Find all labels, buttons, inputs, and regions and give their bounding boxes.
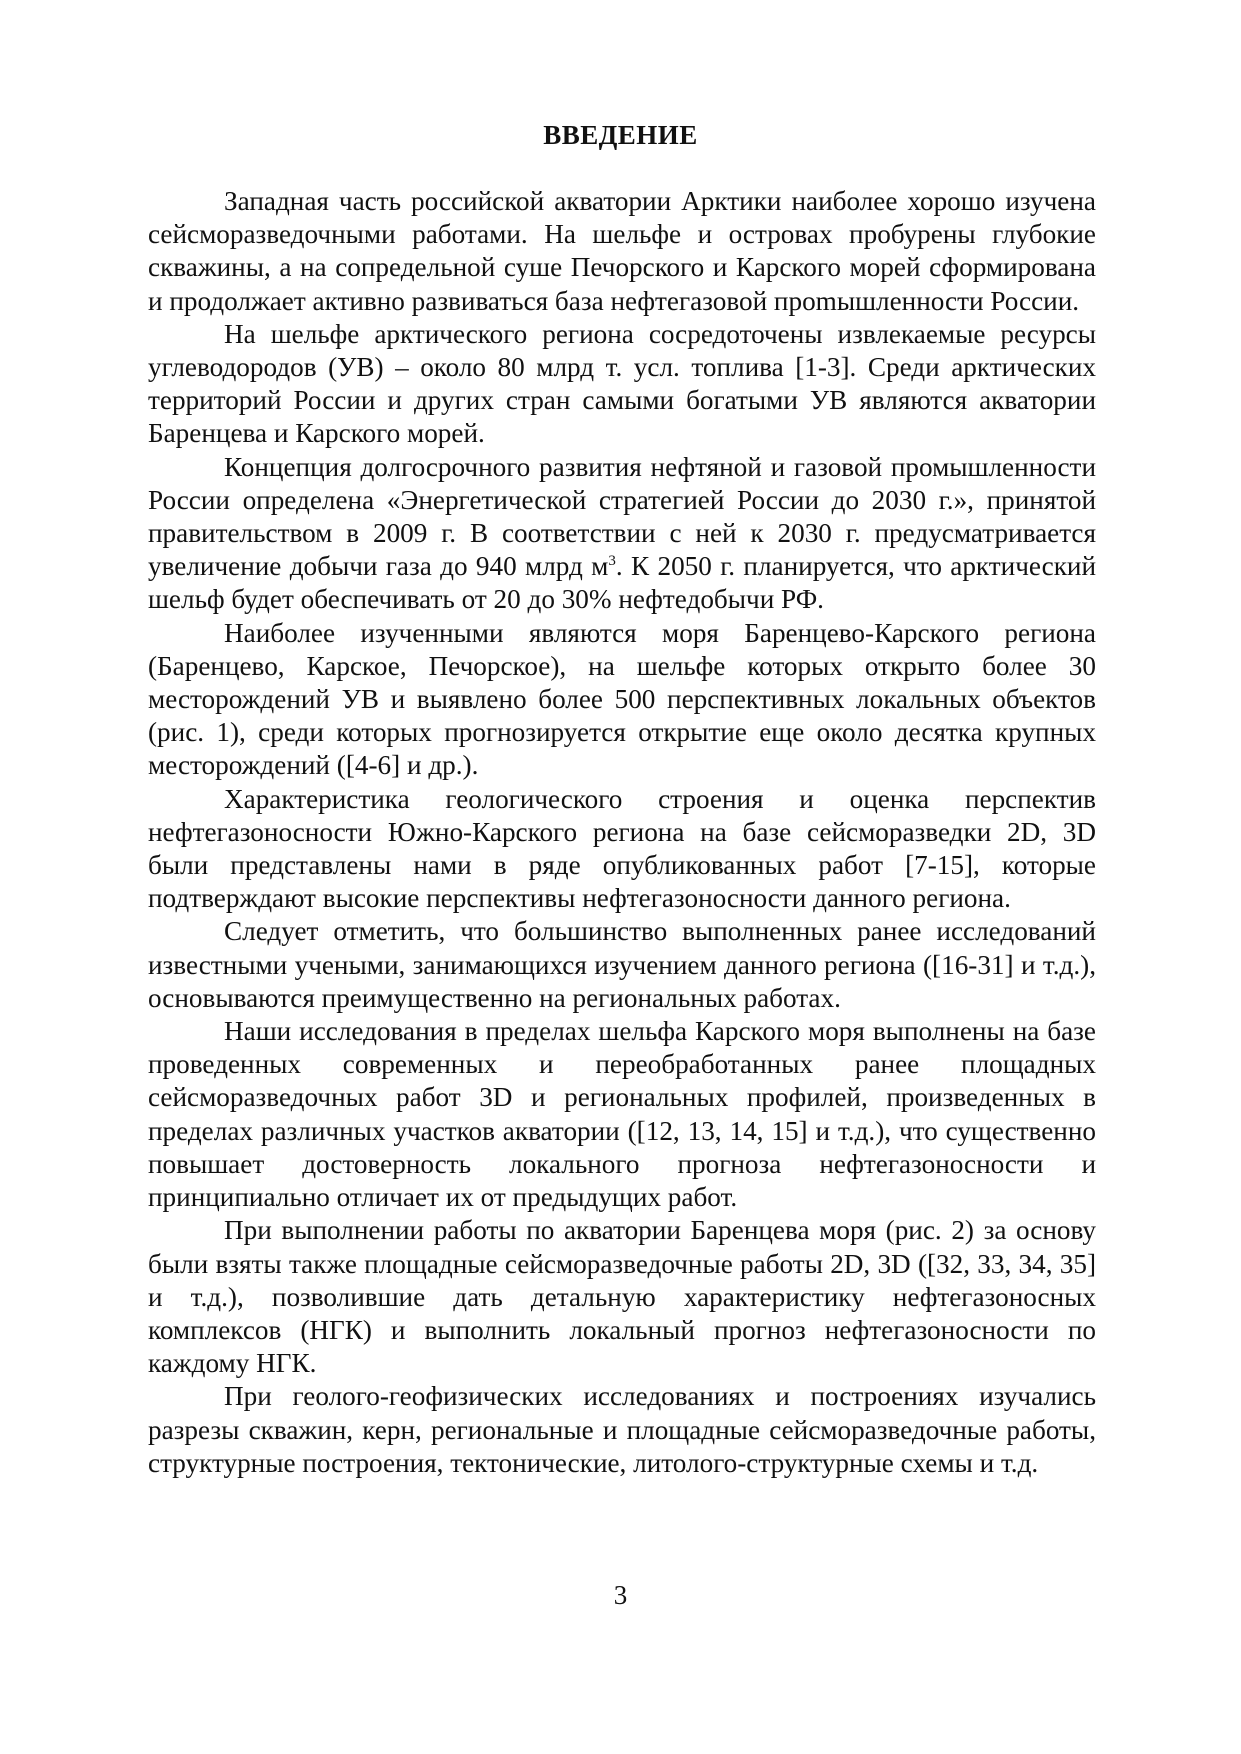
paragraph [148,1380,1096,1480]
paragraph [148,1015,1096,1214]
paragraph-text: Характеристика геологического строения и оценка перспектив нефтегазоносности Южно-Карского региона на базе сейсморазведки 2D, 3D были представлены нами в ряде опубликованных работ [7-15], которые подтверждают высокие перспективы нефтегазоносности данного региона. [148,783,1096,914]
paragraph [148,617,1096,783]
paragraph-text: На шельфе арктического региона сосредоточены извлекаемые ресурсы углеводородов (УВ) – около 80 млрд т. усл. топлива [1-3]. Среди арктических территорий России и других стран самыми богатыми УВ являются акватории Баренцева и Карского морей. [148,318,1096,449]
paragraph [148,451,1096,617]
paragraph-text: При геолого-геофизических исследованиях и построениях изучались разрезы скважин, керн, региональные и площадные сейсморазведочные работы, структурные построения, тектонические, литолого-структурные схемы и т.д. [148,1381,1096,1478]
paragraph-text: При выполнении работы по акватории Баренцева моря (рис. 2) за основу были взяты также площадные сейсморазведочные работы 2D, 3D ([32, 33, 34, 35] и т.д.), позволившие дать детальную характеристику нефтегазоносных комплексов (НГК) и выполнить локальный прогноз нефтегазоносности по каждому НГК. [148,1215,1096,1379]
paragraph-text: Концепция долгосрочного развития нефтяной и газовой промышленности России определена «Энергетической стратегией России до 2030 г.», принятой правительством в 2009 г. В соответствии с ней к 2030 г. предусматривается увеличение добычи газа до 940 млрд м [148,451,1096,582]
paragraph-text: Западная часть российской акватории Арктики наиболее хорошо изучена сейсморазведочными работами. На шельфе и островах пробурены глубокие скважины, а на сопредельной суше Печорского и Карского морей сформирована и продолжает активно развиваться база нефтегазовой проmышленности России. [148,186,1096,316]
paragraph [148,915,1096,1015]
paragraph [148,185,1096,318]
page-number: 3 [613,1580,628,1610]
section-title: ВВЕДЕНИЕ [543,120,698,150]
paragraph-text-continued: . К 2050 г. планируется, что арктический шельф будет обеспечивать от 20 до 30% нефтедобычи РФ. [148,551,1096,615]
paragraph [148,318,1096,451]
paragraph-text: Наши исследования в пределах шельфа Карского моря выполнены на базе проведенных современных и переобработанных ранее площадных сейсморазведочных работ 3D и региональных профилей, произведенных в пределах различных участков акватории ([12, 13, 14, 15] и т.д.), что существенно повышает достоверность локального прогноза нефтегазоносности и принципиально отличает их от предыдущих работ. [148,1016,1096,1213]
paragraph [148,1214,1096,1380]
superscript: 3 [608,553,616,570]
paragraph-text: Наиболее изученными являются моря Баренцево-Карского региона (Баренцево, Карское, Печорское), на шельфе которых открыто более 30 месторождений УВ и выявлено более 500 перспективных локальных объектов (рис. 1), среди которых прогнозируется открытие еще около десятка крупных месторождений ([4-6] и др.). [148,617,1096,781]
paragraph-text: Следует отметить, что большинство выполненных ранее исследований известными учеными, занимающихся изучением данного региона ([16-31] и т.д.), основываются преимущественно на региональных работах. [148,916,1096,1013]
paragraph [148,783,1096,916]
body-text [148,185,1096,1480]
